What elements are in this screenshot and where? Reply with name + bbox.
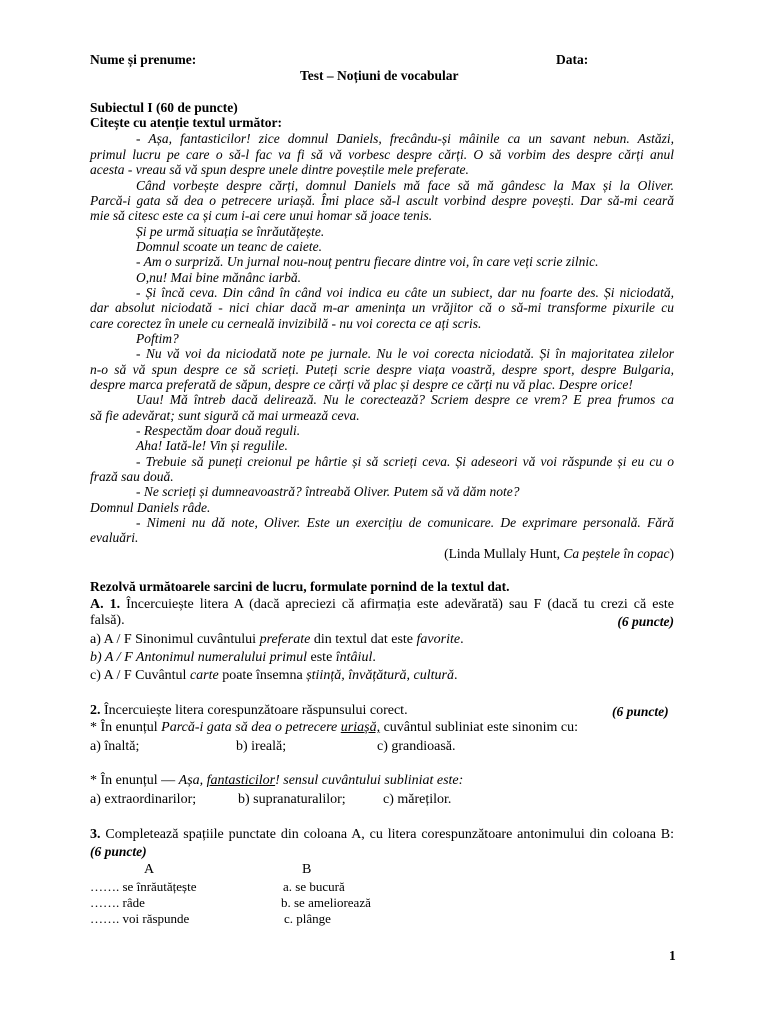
task-a2-points: (6 puncte): [612, 704, 669, 719]
passage-line: Parcă-i gata să dea o petrecere uriașă. Îmi place să-l ascult vorbind despre povești. Dar să-mi ceară: [90, 193, 674, 208]
task-a2-q2: [90, 773, 463, 789]
passage-line: - Și încă ceva. Din când în când voi indica eu câte un subiect, dar nu foarte des. Și niciodată,: [136, 285, 674, 300]
passage-line: Domnul Daniels râde.: [90, 500, 211, 515]
item-mid: din textul dat este: [310, 632, 417, 647]
passage-line: care corectez în unele cu cerneală invizibilă - nu voi corecta ce ați scris.: [90, 316, 482, 331]
task-a3-instruction: Completează spațiile punctate din coloana A, cu litera corespunzătoare antonimului din coloana B:: [100, 827, 674, 842]
item-mid: este: [307, 650, 336, 665]
item-word: primul: [269, 650, 308, 665]
column-a-header: A: [144, 862, 155, 877]
column-a-item[interactable]: ……. se înrăutățește: [90, 879, 197, 894]
passage-line: Domnul scoate un teanc de caiete.: [136, 239, 322, 254]
item-answer: întâiul: [335, 650, 373, 665]
passage-line: Poftim?: [136, 331, 179, 346]
passage-line: despre marca preferată de săpun, despre ce cărți vă plac și despre ce cărți nu vă plac. Despre orice!: [90, 377, 633, 392]
q2-option-c[interactable]: c) măreților.: [383, 792, 452, 807]
q1-prefix: * În enunțul: [90, 720, 162, 735]
passage-line: - Trebuie să puneți creionul pe hârtie și să scrieți ceva. Și adeseori vă voi răspunde și eu cu o: [136, 454, 674, 469]
item-mid: poate însemna: [218, 668, 307, 683]
tasks-intro: Rezolvă următoarele sarcini de lucru, formulate pornind de la textul dat.: [90, 579, 510, 594]
item-prefix: c) A / F Cuvântul: [90, 668, 190, 683]
passage-line: evaluări.: [90, 530, 139, 545]
q1-option-c[interactable]: c) grandioasă.: [377, 739, 456, 754]
passage-line: - Ne scrieți și dumneavoastră? întreabă Oliver. Putem să vă dăm note?: [136, 484, 520, 499]
source-title: Ca peștele în copac: [563, 546, 670, 561]
task-a3-text: [90, 827, 674, 843]
item-answer: știință, învățătură, cultură: [306, 668, 454, 683]
task-a3-label: 3.: [90, 827, 101, 842]
q2-option-a[interactable]: a) extraordinarilor;: [90, 792, 197, 807]
task-a2-q1: [90, 720, 578, 736]
column-b-header: B: [302, 862, 312, 877]
passage-line: Aha! Iată-le! Vin și regulile.: [136, 438, 288, 453]
task-a1-item-c[interactable]: [90, 668, 457, 684]
q1-option-b[interactable]: b) ireală;: [236, 739, 287, 754]
passage-line: - Respectăm doar două reguli.: [136, 423, 301, 438]
source-author: (Linda Mullaly Hunt,: [444, 546, 564, 561]
passage-line: frază sau două.: [90, 469, 174, 484]
item-word: preferate: [259, 632, 311, 647]
item-end: .: [372, 650, 376, 665]
task-a2-instruction: Încercuiește litera corespunzătoare răspunsului corect.: [100, 703, 408, 718]
passage-line: O,nu! Mai bine mănânc iarbă.: [136, 270, 301, 285]
column-b-item: a. se bucură: [283, 879, 345, 894]
subject-heading: Subiectul I (60 de puncte): [90, 100, 238, 115]
passage-line: Uau! Mă întreb dacă delirează. Nu le corectează? Scriem despre ce vrem? E prea frumos ca: [136, 392, 674, 407]
passage-source: [444, 546, 674, 562]
source-close: ): [669, 546, 674, 561]
passage-line: - Nu vă voi da niciodată note pe jurnale. Nu le voi corecta niciodată. Și în majoritatea zilelor: [136, 346, 674, 361]
item-answer: favorite: [416, 632, 461, 647]
passage-line: acesta - vreau să vă spun despre unele dintre poveștile mele preferate.: [90, 162, 469, 177]
passage-line: mie să citesc este ca și cum i-ai cere unui homar să joace tenis.: [90, 208, 433, 223]
passage-line: Și pe urmă situația se înrăutățește.: [136, 224, 325, 239]
task-a3-points: (6 puncte): [90, 844, 147, 859]
page-number: 1: [669, 948, 676, 963]
subject-instruction: Citește cu atenție textul următor:: [90, 115, 282, 130]
q2-suffix: ! sensul cuvântului subliniat este:: [275, 773, 464, 788]
passage-line: primul lucru pe care o să-l fac va fi să vă vorbesc despre cărți. O să vorbim des despre cărți anul: [90, 147, 674, 162]
task-a1-item-a[interactable]: [90, 632, 464, 648]
page-title: Test – Noțiuni de vocabular: [300, 68, 459, 83]
item-end: .: [460, 632, 464, 647]
date-label: Data:: [556, 52, 589, 67]
task-a1-line1: Încercuiește litera A (dacă apreciezi că afirmația este adevărată) sau F (dacă tu crezi că este: [126, 597, 674, 612]
column-a-item[interactable]: ……. râde: [90, 895, 145, 910]
passage-line: - Așa, fantasticilor! zice domnul Daniels, frecându-și mâinile ca un savant nebun. Astăzi,: [136, 131, 674, 146]
passage-line: dar absolut niciodată - nici chiar dacă m-ar amenința un vrăjitor că o să-mi transforme pixurile cu: [90, 300, 674, 315]
task-a1-line2: falsă).: [90, 613, 125, 628]
column-b-item: b. se ameliorează: [281, 895, 371, 910]
q2-option-b[interactable]: b) supranaturalilor;: [238, 792, 346, 807]
task-a1-text: [90, 597, 674, 613]
name-label: Nume și prenume:: [90, 52, 197, 67]
q2-underlined-word: fantasticilor: [206, 773, 276, 788]
q2-sentence: Așa,: [178, 773, 207, 788]
passage-line: să fie adevărat; sunt sigură că mai urmează ceva.: [90, 408, 360, 423]
q1-option-a[interactable]: a) înaltă;: [90, 739, 140, 754]
column-b-item: c. plânge: [284, 911, 331, 926]
task-a1-label: A. 1.: [90, 597, 121, 612]
q2-prefix: * În enunțul —: [90, 773, 179, 788]
column-a-item[interactable]: ……. voi răspunde: [90, 911, 190, 926]
item-end: .: [453, 668, 458, 683]
task-a1-item-b[interactable]: [90, 650, 376, 666]
task-a2-text: [90, 703, 408, 719]
q1-suffix: cuvântul subliniat este sinonim cu:: [380, 720, 578, 735]
task-a1-points: (6 puncte): [617, 614, 674, 629]
passage-line: - Nimeni nu dă note, Oliver. Este un exercițiu de comunicare. De exprimare personală. Fără: [136, 515, 674, 530]
item-prefix: b) A / F Antonimul numeralului: [90, 650, 270, 665]
passage-line: Când vorbește despre cărți, domnul Daniels mă face să mă gândesc la Max și la Oliver.: [136, 178, 674, 193]
passage-line: - Am o surpriză. Un jurnal nou-nouț pentru fiecare dintre voi, în care veți scrie zilnic.: [136, 254, 599, 269]
q1-underlined-word: uriașă,: [340, 720, 381, 735]
passage-line: n-o să vă spun despre ce să scrieți. Puteți scrie despre viața voastră, despre sport, despre Bulgaria,: [90, 362, 674, 377]
item-word: carte: [189, 668, 219, 683]
task-a2-label: 2.: [90, 703, 101, 718]
item-prefix: a) A / F Sinonimul cuvântului: [90, 632, 260, 647]
q1-sentence: Parcă-i gata să dea o petrecere: [161, 720, 341, 735]
